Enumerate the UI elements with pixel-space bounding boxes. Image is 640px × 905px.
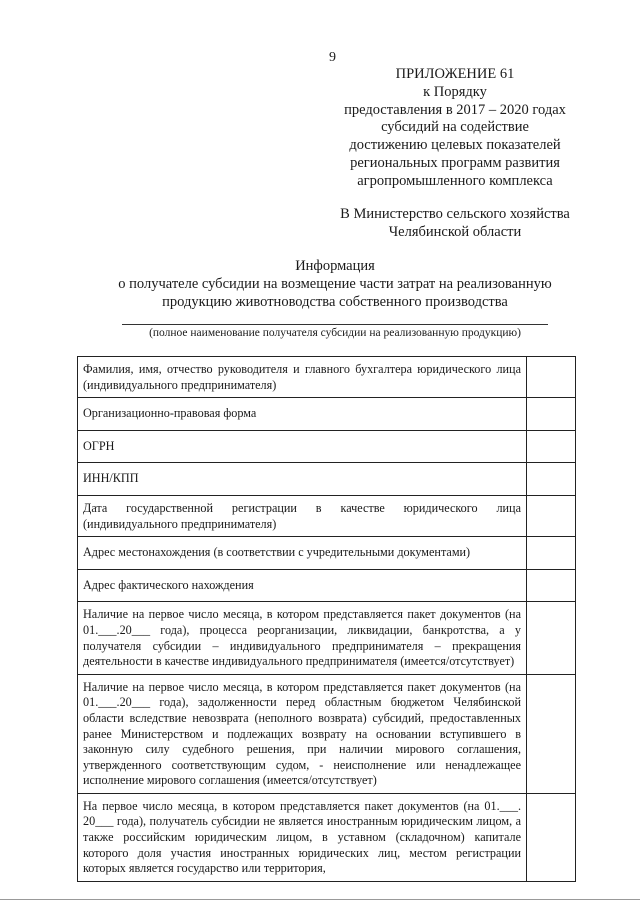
- table-row: [78, 495, 576, 536]
- table-row: [78, 398, 576, 431]
- row-value-cell[interactable]: [527, 674, 576, 793]
- row-value-cell[interactable]: [527, 793, 576, 881]
- appendix-line: достижению целевых показателей: [349, 137, 561, 154]
- row-value-cell[interactable]: [527, 430, 576, 463]
- row-value-cell[interactable]: [527, 495, 576, 536]
- appendix-header: [330, 66, 580, 191]
- page-bottom-edge: [0, 899, 640, 900]
- row-value-cell[interactable]: [527, 463, 576, 496]
- row-label: Адрес фактического нахождения: [78, 569, 527, 602]
- document-subtitle-line: продукцию животноводства собственного производства: [162, 294, 508, 310]
- row-label: Адрес местонахождения (в соответствии с учредительными документами): [78, 537, 527, 570]
- table-row: [78, 537, 576, 570]
- table-row: [78, 463, 576, 496]
- table-row: [78, 793, 576, 881]
- row-label: На первое число месяца, в котором представляется пакет документов (на 01.___. 20___ года), получатель субсидии не является иностранным юридическим лицом, а также российским юридическим лицом, в уставном (складочном) капитале которого доля участия иностранных юридических лиц, местом регистрации которых является государство или территория,: [78, 793, 527, 881]
- row-label: Дата государственной регистрации в качестве юридического лица (индивидуального предпринимателя): [78, 495, 527, 536]
- row-label: Фамилия, имя, отчество руководителя и главного бухгалтера юридического лица (индивидуального предпринимателя): [78, 357, 527, 398]
- table-row: [78, 602, 576, 674]
- row-value-cell[interactable]: [527, 398, 576, 431]
- appendix-line: субсидий на содействие: [381, 119, 529, 136]
- document-title-block: [80, 257, 590, 311]
- appendix-title: ПРИЛОЖЕНИЕ 61: [395, 66, 515, 82]
- row-value-cell[interactable]: [527, 357, 576, 398]
- row-label: ОГРН: [78, 430, 527, 463]
- row-value-cell[interactable]: [527, 602, 576, 674]
- row-value-cell[interactable]: [527, 537, 576, 570]
- row-label: Организационно-правовая форма: [78, 398, 527, 431]
- page-number: 9: [329, 50, 336, 65]
- row-label: Наличие на первое число месяца, в котором представляется пакет документов (на 01.___.20___ года), процесса реорганизации, ликвидации, банкротства, а у получателя субсидии – индивидуального предпринимателя – прекращения деятельности в качестве индивидуального предпринимателя (имеется/отсутствует): [78, 602, 527, 674]
- addressee-line: Челябинской области: [388, 224, 522, 240]
- document-subtitle-line: о получателе субсидии на возмещение части затрат на реализованную: [118, 276, 552, 292]
- row-label: ИНН/КПП: [78, 463, 527, 496]
- document-title: Информация: [295, 258, 375, 274]
- table-row: [78, 430, 576, 463]
- table-row: [78, 569, 576, 602]
- addressee-line: В Министерство сельского хозяйства: [340, 206, 570, 222]
- appendix-line: агропромышленного комплекса: [357, 172, 553, 189]
- row-value-cell[interactable]: [527, 569, 576, 602]
- table-row: [78, 357, 576, 398]
- addressee-block: [320, 205, 590, 241]
- appendix-line: предоставления в 2017 – 2020 годах: [344, 101, 566, 118]
- recipient-name-fill-line[interactable]: [122, 324, 548, 325]
- appendix-line: региональных программ развития: [350, 154, 560, 171]
- appendix-line: к Порядку: [423, 83, 487, 100]
- table-row: [78, 674, 576, 793]
- recipient-name-caption: (полное наименование получателя субсидии на реализованную продукцию): [149, 327, 521, 339]
- row-label: Наличие на первое число месяца, в котором представляется пакет документов (на 01.___.20___ года), задолженности перед областным бюджетом Челябинской области вследствие невозврата (неполного возврата) субсидий, предоставленных ранее Министерством и подлежащих возврату на основании вступившего в законную силу судебного решения, при наличии мирового соглашения, утвержденного соответствующим судом, - неисполнение или ненадлежащее исполнение мирового соглашения (имеется/отсутствует): [78, 674, 527, 793]
- recipient-info-table: [77, 356, 576, 882]
